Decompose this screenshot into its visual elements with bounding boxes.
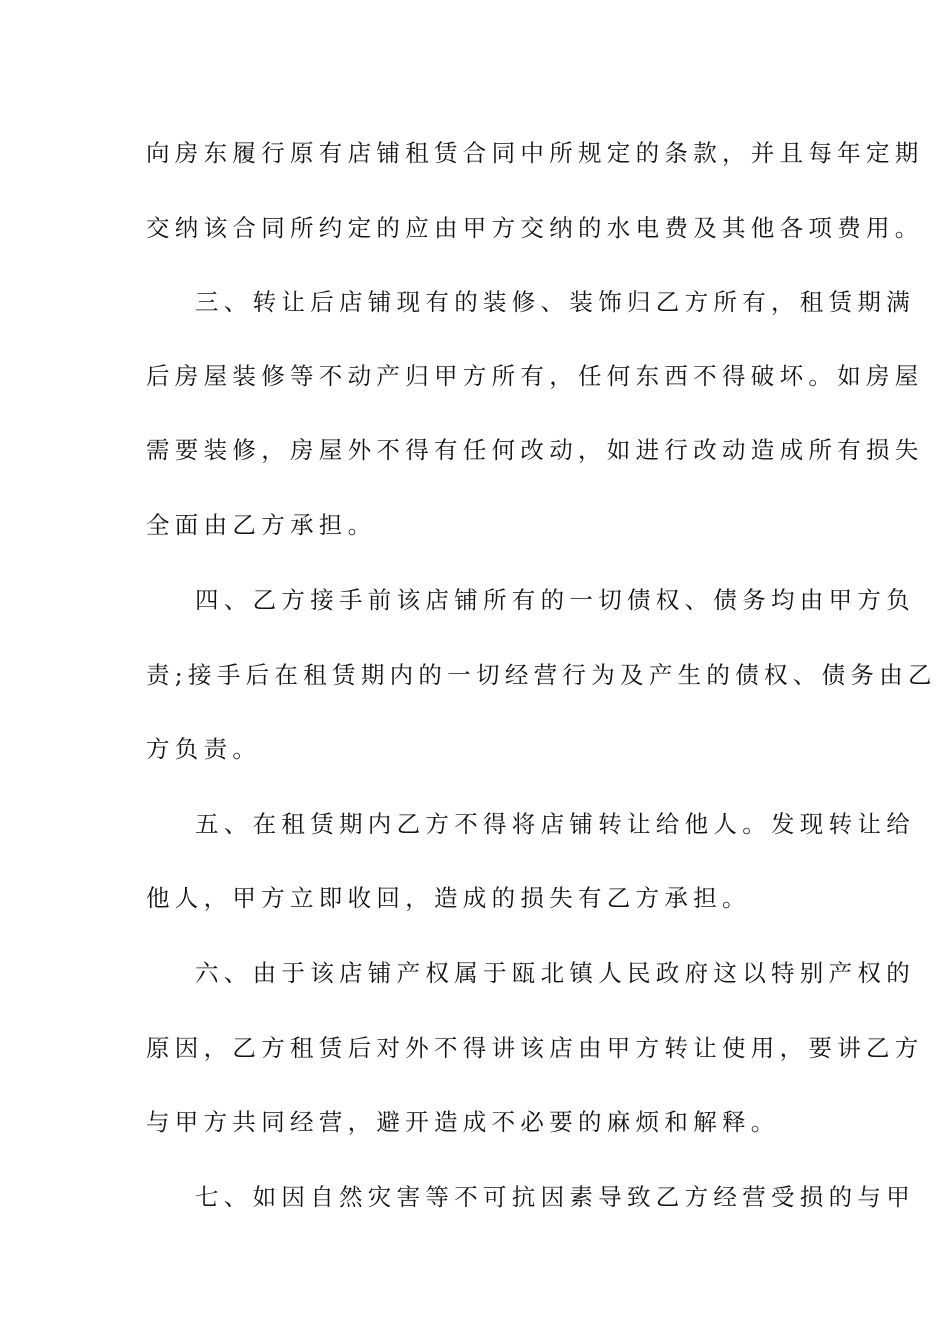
text-line: 向房东履行原有店铺租赁合同中所规定的条款，并且每年定期 [146, 139, 924, 167]
paragraph-start-line: 五、在租赁期内乙方不得将店铺转让给他人。发现转让给 [195, 810, 915, 838]
text-line: 需要装修，房屋外不得有任何改动，如进行改动造成所有损失 [146, 436, 924, 464]
text-line: 方负责。 [146, 735, 262, 763]
text-line: 责;接手后在租赁期内的一切经营行为及产生的债权、债务由乙 [146, 661, 937, 689]
paragraph-start-line: 三、转让后店铺现有的装修、装饰归乙方所有，租赁期满 [195, 288, 915, 316]
text-line: 与甲方共同经营，避开造成不必要的麻烦和解释。 [146, 1108, 780, 1136]
paragraph-start-line: 四、乙方接手前该店铺所有的一切债权、债务均由甲方负 [195, 586, 915, 614]
text-line: 后房屋装修等不动产归甲方所有，任何东西不得破坏。如房屋 [146, 362, 924, 390]
text-line: 原因，乙方租赁后对外不得讲该店由甲方转让使用，要讲乙方 [146, 1034, 924, 1062]
paragraph-start-line: 六、由于该店铺产权属于瓯北镇人民政府这以特别产权的 [195, 959, 915, 987]
paragraph-start-line: 七、如因自然灾害等不可抗因素导致乙方经营受损的与甲 [195, 1183, 915, 1211]
text-line: 他人，甲方立即收回，造成的损失有乙方承担。 [146, 884, 751, 912]
text-line: 交纳该合同所约定的应由甲方交纳的水电费及其他各项费用。 [146, 214, 924, 242]
text-line: 全面由乙方承担。 [146, 511, 377, 539]
